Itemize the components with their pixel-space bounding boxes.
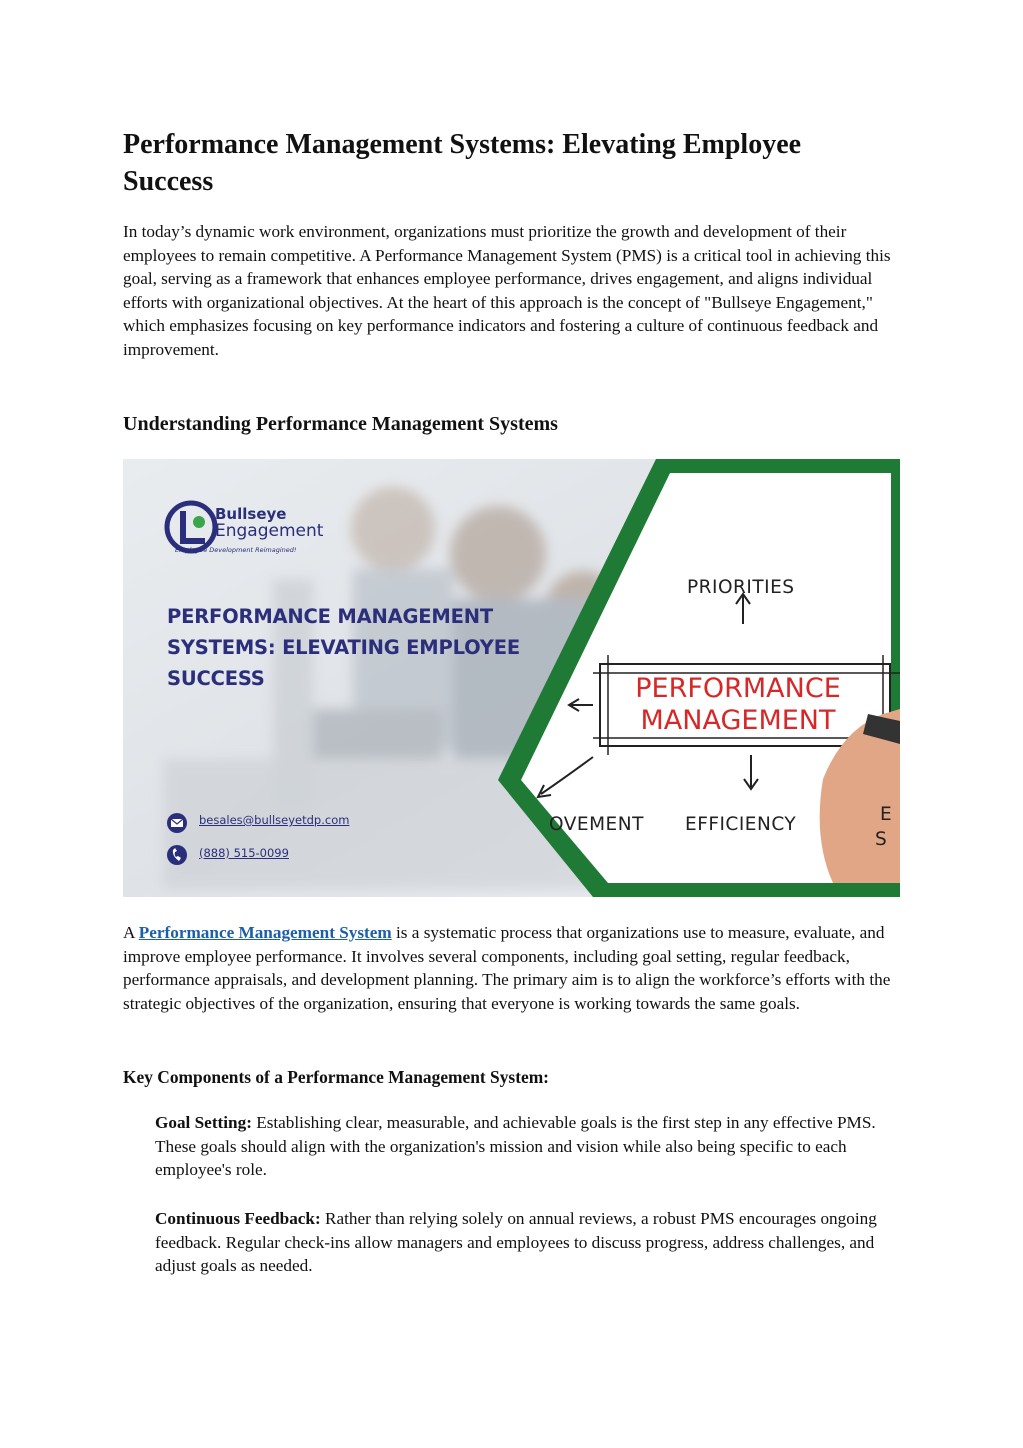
pms-link[interactable]: Performance Management System [138,923,392,942]
banner-email: besales@bullseyetdp.com [199,813,350,827]
section-heading: Understanding Performance Management Systems [123,413,558,435]
list-item-text: Rather than relying solely on annual reviews, a robust PMS encourages ongoing feedback. Regular check-ins allow managers and employees to discuss progress, address challenges, and adjust goals as needed. [155,1209,877,1275]
diagram-edge-fragment-1: E [880,804,893,825]
diagram-bottom-left-label: OVEMENT [549,814,644,835]
banner-headline: PERFORMANCE MANAGEMENT SYSTEMS: ELEVATING EMPLOYEE SUCCESS [167,605,520,690]
list-item-text: Establishing clear, measurable, and achievable goals is the first step in any effective PMS. These goals should align with the organization's mission and vision while also being specific to each employee's role. [155,1113,876,1179]
list-item [155,1111,900,1182]
banner-image [123,459,900,897]
body-prefix: A [123,923,139,942]
logo-line-1: Bullseye [215,505,287,523]
logo-wordmark [215,506,323,541]
diagram-edge-fragment-2: S [875,829,888,850]
list-item [155,1207,900,1278]
intro-paragraph: In today’s dynamic work environment, organizations must prioritize the growth and development of their employees to remain competitive. A Performance Management System (PMS) is a critical tool in achieving this goal, serving as a framework that enhances employee performance, drives engagement, and aligns individual efforts with organizational objectives. At the heart of this approach is the concept of "Bullseye Engagement," which emphasizes focusing on key performance indicators and fostering a culture of continuous feedback and improvement. [123,222,891,359]
key-components-heading: Key Components of a Performance Management System: [123,1067,549,1087]
page-title: Performance Management Systems: Elevating Employee Success [123,129,802,197]
body-rest: is a systematic process that organizations use to measure, evaluate, and improve employee performance. It involves several components, including goal setting, regular feedback, performance appraisals, and development planning. The primary aim is to align the workforce’s efforts with the strategic objectives of the organization, ensuring that everyone is working towards the same goals. [123,923,891,1013]
banner-phone: (888) 515-0099 [199,846,289,860]
diagram-top-label: PRIORITIES [687,577,795,598]
body-paragraph [123,921,903,1015]
diagram-center-line-1: PERFORMANCE [635,673,841,704]
logo-line-2: Engagement [215,521,324,541]
list-item-label: Goal Setting: [155,1113,252,1132]
diagram-center-line-2: MANAGEMENT [640,705,836,736]
diagram-bottom-right-label: EFFICIENCY [685,814,797,835]
list-item-label: Continuous Feedback: [155,1209,321,1228]
logo-tagline: Employee Development Reimagined! [175,546,297,554]
